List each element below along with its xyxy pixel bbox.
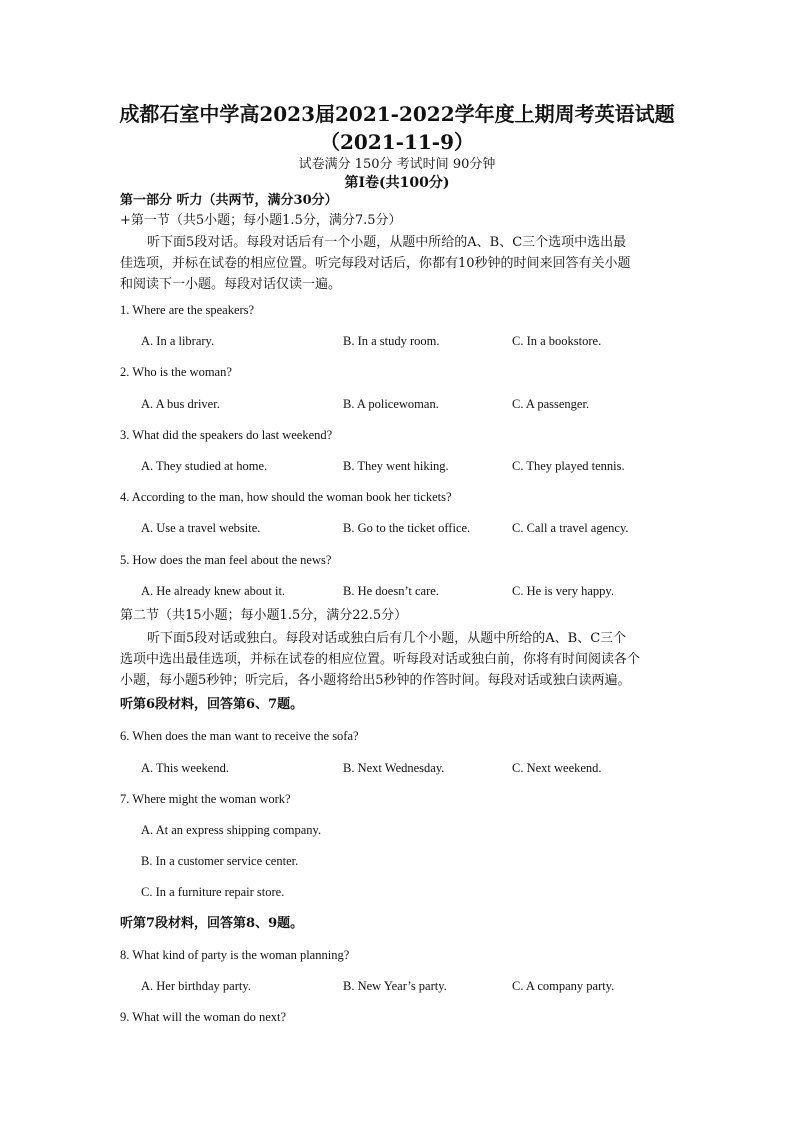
option-a: A. They studied at home. [141,459,268,473]
question-3: 3. What did the speakers do last weekend? [120,428,333,442]
section2-heading: 第二节（共15小题；每小题1.5分，满分22.5分） [120,608,408,623]
section1-instructions [120,232,680,295]
instruction-line: 听下面5段对话。每段对话后有一个小题，从题中所给的A、B、C三个选项中选出最 [147,235,627,250]
option-a: A. A bus driver. [141,397,220,411]
exam-date: （2021-11-9） [319,130,474,154]
option-b: B. A policewoman. [343,397,439,411]
material-6-heading: 听第6段材料，回答第6、7题。 [120,697,304,712]
question-7: 7. Where might the woman work? [120,792,291,806]
option-a: A. In a library. [141,334,215,348]
volume-heading: 第I卷(共100分) [344,175,450,191]
part1-heading: 第一部分 听力（共两节，满分30分） [120,193,338,208]
option-c: C. They played tennis. [512,459,625,473]
option-b: B. In a study room. [343,334,440,348]
option-a: A. This weekend. [141,761,229,775]
option-c: C. Next weekend. [512,761,602,775]
question-1: 1. Where are the speakers? [120,303,255,317]
option-a: A. Her birthday party. [141,979,251,993]
option-c: C. Call a travel agency. [512,521,629,535]
exam-title: 成都石室中学高2023届2021-2022学年度上期周考英语试题 [119,102,675,126]
question-2: 2. Who is the woman? [120,365,232,379]
option-b: B. In a customer service center. [141,854,299,868]
option-b: B. He doesn’t care. [343,584,439,598]
option-a: A. Use a travel website. [141,521,261,535]
question-6: 6. When does the man want to receive the sofa? [120,729,359,743]
instruction-line: 小题，每小题5秒钟；听完后，各小题将给出5秒钟的作答时间。每段对话或独白读两遍。 [120,673,631,688]
option-c: C. A passenger. [512,397,590,411]
option-a: A. He already knew about it. [141,584,286,598]
instruction-line: 听下面5段对话或独白。每段对话或独白后有几个小题，从题中所给的A、B、C三个 [147,631,627,646]
option-c: C. A company party. [512,979,615,993]
option-b: B. They went hiking. [343,459,449,473]
question-8: 8. What kind of party is the woman planning? [120,948,350,962]
option-c: C. He is very happy. [512,584,614,598]
section2-instructions [120,628,680,691]
instruction-line: 和阅读下一小题。每段对话仅读一遍。 [120,277,342,292]
exam-info: 试卷满分 150分 考试时间 90分钟 [298,157,496,172]
section1-heading: +第一节（共5小题；每小题1.5分，满分7.5分） [120,213,402,228]
option-a: A. At an express shipping company. [141,823,322,837]
instruction-line: 选项中选出最佳选项，并标在试卷的相应位置。听每段对话或独白前，你将有时间阅读各个 [120,652,641,667]
option-c: C. In a bookstore. [512,334,602,348]
option-b: B. Go to the ticket office. [343,521,471,535]
option-b: B. New Year’s party. [343,979,447,993]
question-9: 9. What will the woman do next? [120,1010,287,1024]
question-5: 5. How does the man feel about the news? [120,553,332,567]
option-c: C. In a furniture repair store. [141,885,285,899]
instruction-line: 佳选项，并标在试卷的相应位置。听完每段对话后，你都有10秒钟的时间来回答有关小题 [120,256,631,271]
question-4: 4. According to the man, how should the woman book her tickets? [120,490,452,504]
option-b: B. Next Wednesday. [343,761,445,775]
material-7-heading: 听第7段材料，回答第8、9题。 [120,916,304,931]
